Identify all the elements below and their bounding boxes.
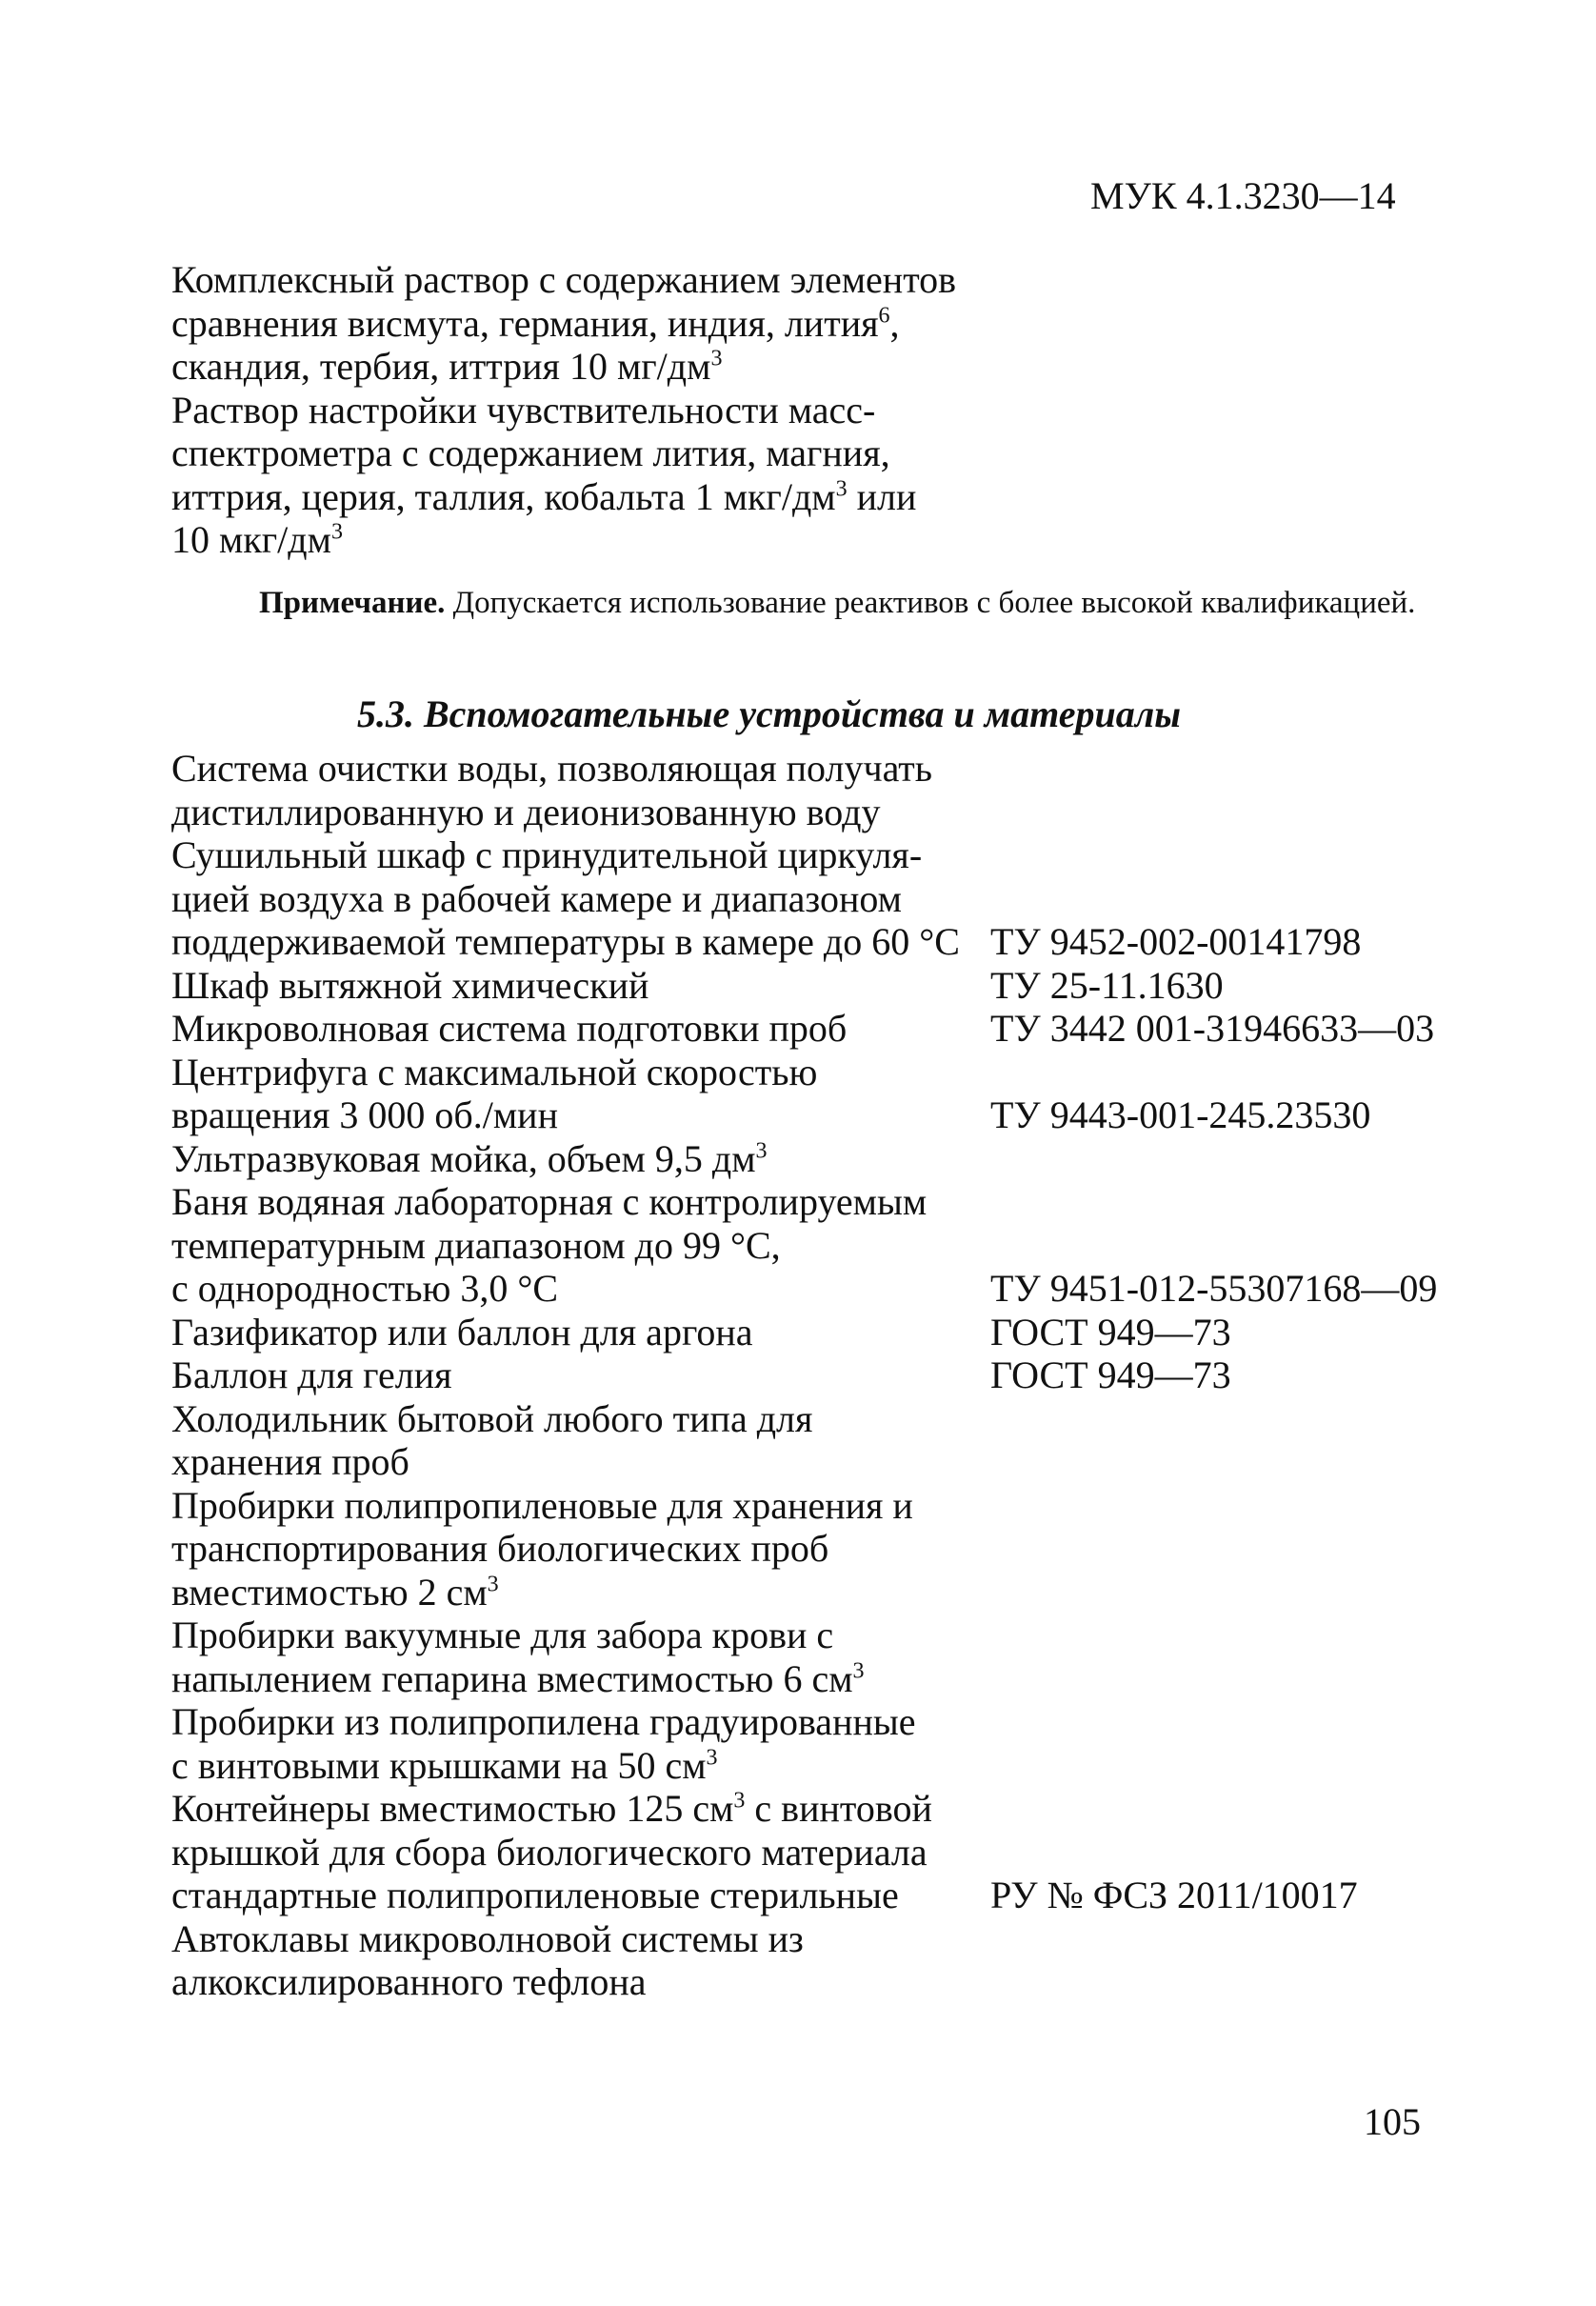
equipment-spec: ТУ 9443-001-245.23530 [990,1093,1371,1136]
equipment-name-text: Центрифуга с максимальной скоростью [171,1050,818,1093]
equipment-item [171,1311,1486,1354]
equipment-name [171,1311,990,1354]
equipment-spec: ТУ 9452-002-00141798 [990,920,1362,963]
equipment-name-line [171,1440,990,1484]
equipment-spec: ГОСТ 949—73 [990,1310,1231,1354]
reagent-line [171,475,990,519]
equipment-name-text: транспортирования биологических проб [171,1527,829,1570]
equipment-name [171,1917,990,2004]
equipment-item [171,1354,1486,1397]
equipment-name-line [171,1354,990,1397]
equipment-name-text: вращения 3 000 об./мин [171,1093,558,1136]
equipment-name-line [171,1744,990,1788]
equipment-item [171,1137,1486,1181]
equipment-name [171,1484,990,1614]
equipment-name-line [171,1093,990,1137]
equipment-name [171,1700,990,1787]
equipment-name-text: Пробирки из полипропилена градуированные [171,1700,916,1743]
equipment-name-text: цией воздуха в рабочей камере и диапазоном [171,876,902,920]
section-title: 5.3. Вспомогательные устройства и материалы [357,692,1182,735]
equipment-name-line [171,1180,990,1224]
reagent-text: Комплексный раствор с содержанием элементов [171,258,957,301]
superscript: 3 [706,1745,718,1771]
reagent-list [171,258,990,562]
equipment-name-text: Сушильный шкаф с принудительной циркуля- [171,833,923,876]
superscript: 3 [755,1138,768,1164]
note-paragraph [171,584,1443,622]
equipment-name-line [171,1571,990,1614]
equipment-name-line [171,1397,990,1441]
equipment-name-line [171,1960,990,2004]
reagent-line [171,345,990,389]
equipment-list [171,747,1486,2004]
equipment-name-line [171,1700,990,1744]
equipment-name-line [171,920,990,964]
equipment-spec: ТУ 3442 001-31946633—03 [990,1007,1435,1050]
equipment-name [171,1137,990,1181]
equipment-item [171,833,1486,964]
equipment-name-text: с винтовой [745,1787,932,1830]
equipment-name-line [171,1614,990,1657]
equipment-item [171,1700,1486,1787]
equipment-name-text: крышкой для сбора биологического материала [171,1830,928,1874]
reagent-text: или [847,474,917,518]
equipment-name-text: Ультразвуковая мойка, объем 9,5 дм [171,1136,756,1180]
equipment-name-line [171,1657,990,1701]
note-label: Примечание. [259,586,446,620]
equipment-name [171,1787,990,1917]
equipment-name-line [171,877,990,921]
equipment-name [171,1051,990,1137]
punctuation: , [889,301,900,345]
equipment-name-line [171,1137,990,1181]
equipment-item [171,1397,1486,1484]
equipment-item [171,1051,1486,1137]
equipment-name-line [171,1917,990,1961]
superscript: 3 [733,1788,746,1814]
equipment-item [171,1007,1486,1051]
equipment-name-text: хранения проб [171,1440,409,1483]
equipment-name-line [171,1874,990,1917]
equipment-spec: ГОСТ 949—73 [990,1354,1231,1396]
superscript: 3 [487,1572,499,1597]
equipment-name-text: напылением гепарина вместимостью 6 см [171,1656,853,1700]
reagent-line [171,258,990,302]
equipment-name-line [171,1527,990,1571]
equipment-name-line [171,1267,990,1311]
equipment-name-text: стандартные полипропиленовые стерильные [171,1874,899,1916]
equipment-name-line [171,791,990,834]
document-code: МУК 4.1.3230—14 [1090,174,1396,217]
equipment-name-text: Пробирки вакуумные для забора крови с [171,1614,834,1656]
equipment-name-line [171,1224,990,1268]
equipment-name [171,1354,990,1397]
equipment-name-line [171,1787,990,1831]
reagent-text: сравнения висмута, германия, индия, лития [171,301,879,345]
equipment-name-text: Автоклавы микроволновой системы из [171,1916,804,1960]
superscript: 3 [710,346,723,371]
reagent-text: скандия, тербия, иттрия 10 мг/дм [171,345,711,388]
equipment-name-text: Контейнеры вместимостью 125 см [171,1787,734,1830]
equipment-name-line [171,833,990,877]
superscript: 6 [878,303,890,329]
equipment-spec: РУ № ФСЗ 2011/10017 [990,1874,1358,1916]
equipment-name-text: поддерживаемой температуры в камере до 60 °С [171,920,960,963]
equipment-name-text: алкоксилированного тефлона [171,1960,647,2003]
page-number: 105 [1364,2100,1421,2143]
equipment-name-line [171,1051,990,1094]
superscript: 3 [852,1658,865,1684]
equipment-name-text: Пробирки полипропиленовые для хранения и [171,1483,913,1527]
equipment-name [171,1397,990,1484]
equipment-name [171,1007,990,1051]
equipment-name [171,747,990,833]
equipment-name-text: Микроволновая система подготовки проб [171,1007,848,1050]
equipment-item [171,1180,1486,1311]
reagent-text: Раствор настройки чувствительности масс- [171,388,876,431]
equipment-name-line [171,1311,990,1354]
equipment-item [171,1614,1486,1700]
equipment-name-text: дистиллированную и деионизованную воду [171,790,881,833]
equipment-name-line [171,1007,990,1051]
equipment-name-line [171,1831,990,1875]
equipment-name [171,833,990,964]
equipment-item [171,1917,1486,2004]
equipment-name-text: вместимостью 2 см [171,1570,488,1614]
reagent-text: спектрометра с содержанием лития, магния, [171,431,890,474]
reagent-line [171,302,990,346]
equipment-item [171,747,1486,833]
superscript: 3 [835,476,848,502]
equipment-name-text: Газификатор или баллон для аргона [171,1310,753,1354]
equipment-name [171,1614,990,1700]
equipment-item [171,964,1486,1008]
equipment-name-text: Шкаф вытяжной химический [171,963,649,1007]
equipment-name-text: с однородностью 3,0 °С [171,1267,558,1310]
equipment-name-text: температурным диапазоном до 99 °С, [171,1223,781,1267]
equipment-name-line [171,747,990,791]
equipment-item [171,1787,1486,1917]
reagent-line [171,518,990,562]
equipment-spec: ТУ 25-11.1630 [990,963,1224,1007]
equipment-name-text: с винтовыми крышками на 50 см [171,1743,707,1787]
reagent-text: иттрия, церия, таллия, кобальта 1 мкг/дм [171,474,836,518]
superscript: 3 [330,519,343,545]
equipment-name-line [171,964,990,1008]
equipment-name-text: Баллон для гелия [171,1354,452,1396]
equipment-name-text: Холодильник бытовой любого типа для [171,1396,813,1440]
equipment-name [171,964,990,1008]
equipment-name-line [171,1484,990,1528]
equipment-name [171,1180,990,1311]
reagent-line [171,389,990,432]
reagent-text: 10 мкг/дм [171,518,331,561]
equipment-item [171,1484,1486,1614]
reagent-line [171,431,990,475]
equipment-spec: ТУ 9451-012-55307168—09 [990,1267,1438,1310]
note-text: Допускается использование реактивов с более высокой квалификацией. [445,586,1416,620]
equipment-name-text: Баня водяная лабораторная с контролируемым [171,1180,928,1223]
equipment-name-text: Система очистки воды, позволяющая получать [171,747,933,790]
